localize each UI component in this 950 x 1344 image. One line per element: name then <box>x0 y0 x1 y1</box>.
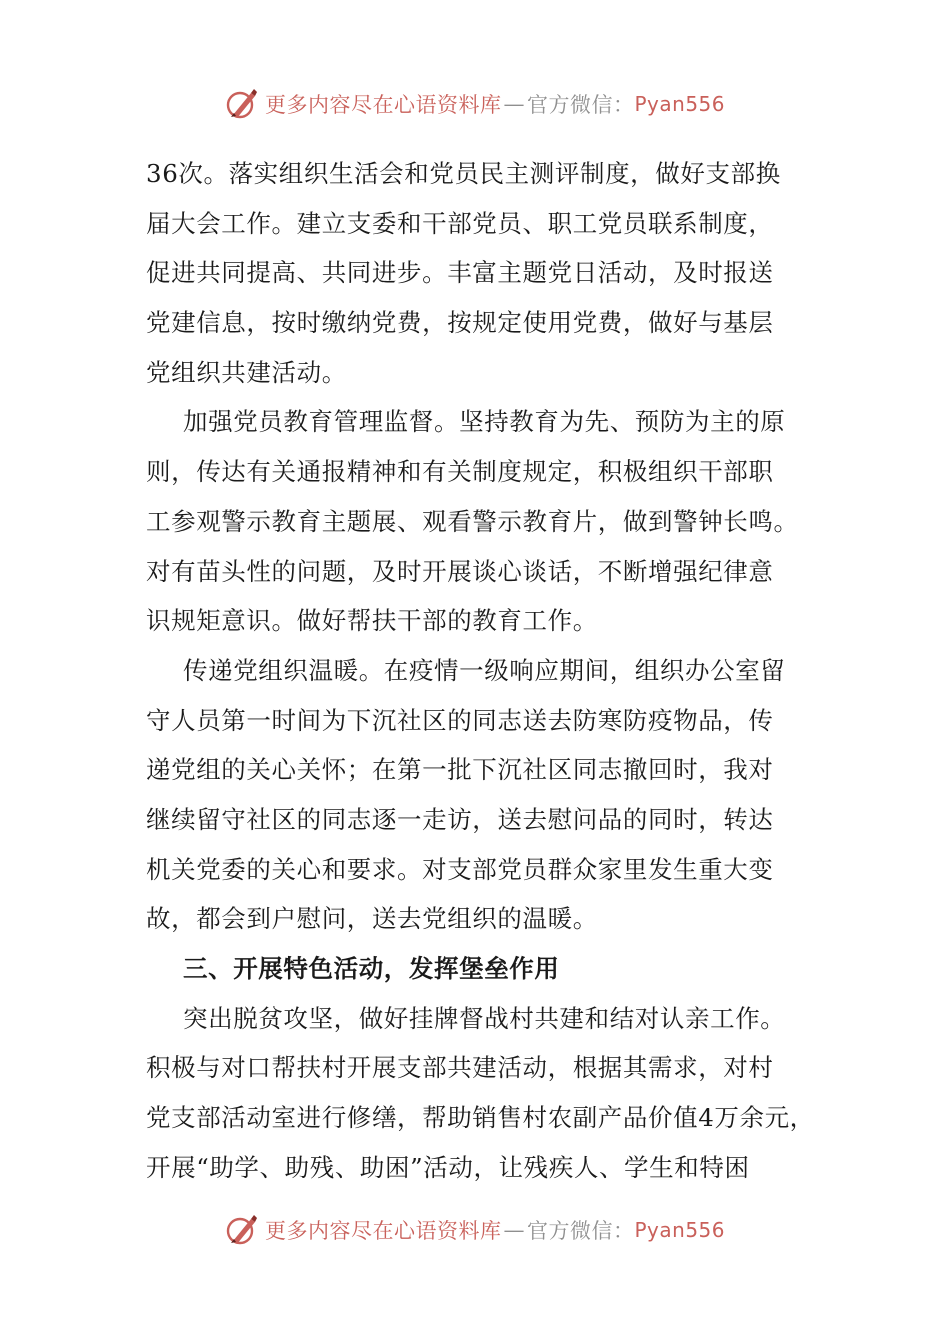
text-line: 传递党组织温暖。在疫情一级响应期间，组织办公室留 <box>183 655 786 685</box>
text-line: 工参观警示教育主题展、观看警示教育片，做到警钟长鸣。 <box>146 506 799 536</box>
pen-logo-icon <box>225 87 259 121</box>
text-line: 积极与对口帮扶村开展支部共建活动，根据其需求，对村 <box>146 1053 774 1083</box>
header-watermark <box>0 84 950 124</box>
text-line: 届大会工作。建立支委和干部党员、职工党员联系制度， <box>146 208 774 238</box>
text-line: 党组织共建活动。 <box>146 357 347 387</box>
footer-watermark-text: 更多内容尽在心语资料库 <box>264 1219 502 1243</box>
text-line: 对有苗头性的问题，及时开展谈心谈话，不断增强纪律意 <box>146 556 774 586</box>
text-line: 则，传达有关通报精神和有关制度规定，积极组织干部职 <box>146 457 774 487</box>
footer-wechat-id: Pyan556 <box>634 1218 725 1242</box>
text-line: 守人员第一时间为下沉社区的同志送去防寒防疫物品，传 <box>146 705 774 735</box>
text-line: 识规矩意识。做好帮扶干部的教育工作。 <box>146 606 598 636</box>
text-line: 故，都会到户慰问，送去党组织的温暖。 <box>146 904 598 934</box>
document-body <box>146 149 836 1192</box>
footer-wechat-label: 官方微信： <box>526 1219 635 1243</box>
header-wechat-id: Pyan556 <box>634 92 725 116</box>
header-watermark-text: 更多内容尽在心语资料库 <box>264 93 502 117</box>
text-line: 党支部活动室进行修缮，帮助销售村农副产品价值4万余元， <box>146 1103 815 1133</box>
text-line: 加强党员教育管理监督。坚持教育为先、预防为主的原 <box>183 407 786 437</box>
text-line: 递党组的关心关怀；在第一批下沉社区同志撤回时，我对 <box>146 755 774 785</box>
header-wechat-label: 官方微信： <box>526 93 635 117</box>
text-line: 继续留守社区的同志逐一走访，送去慰问品的同时，转达 <box>146 804 774 834</box>
text-line: 党建信息，按时缴纳党费，按规定使用党费，做好与基层 <box>146 308 774 338</box>
header-watermark-separator: — <box>503 92 525 116</box>
footer-watermark-separator: — <box>503 1218 525 1242</box>
text-line: 开展“助学、助残、助困”活动，让残疾人、学生和特困 <box>146 1152 750 1182</box>
text-line: 机关党委的关心和要求。对支部党员群众家里发生重大变 <box>146 854 774 884</box>
pen-logo-icon <box>225 1213 259 1247</box>
section-heading: 三、开展特色活动，发挥堡垒作用 <box>183 954 560 983</box>
text-line: 36次。落实组织生活会和党员民主测评制度，做好支部换 <box>146 159 781 188</box>
text-line: 促进共同提高、共同进步。丰富主题党日活动，及时报送 <box>146 258 774 288</box>
text-line: 突出脱贫攻坚，做好挂牌督战村共建和结对认亲工作。 <box>183 1003 786 1033</box>
footer-watermark <box>0 1210 950 1250</box>
